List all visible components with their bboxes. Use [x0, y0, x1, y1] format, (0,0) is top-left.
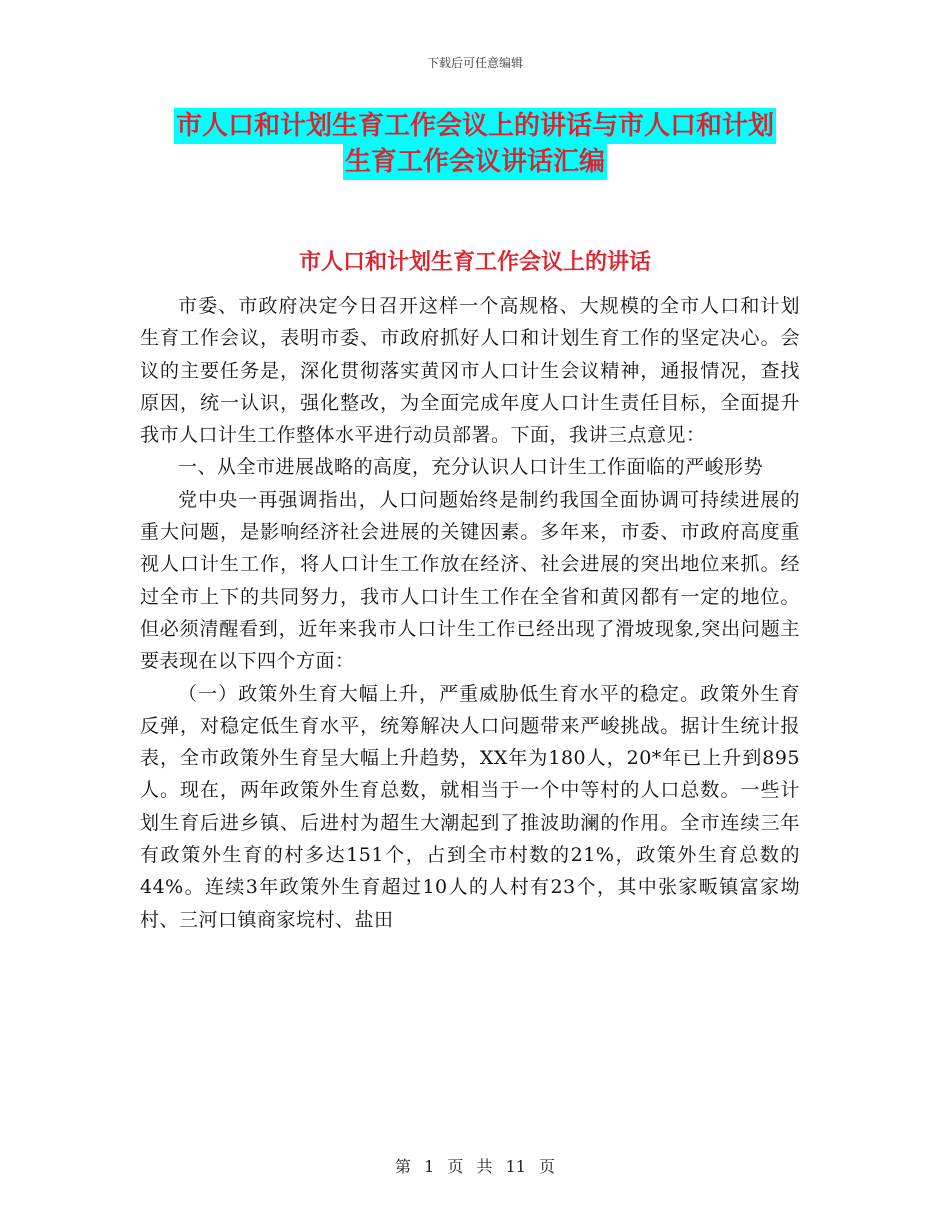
section-subtitle: 市人口和计划生育工作会议上的讲话: [298, 250, 651, 275]
paragraph-2: 一、从全市进展战略的高度，充分认识人口计生工作面临的严峻形势: [178, 456, 764, 479]
document-title: [140, 108, 810, 180]
page-total: 11: [505, 1157, 526, 1176]
paragraph-4: （一）政策外生育大幅上升，严重威胁低生育水平的稳定。政策外生育反弹，对稳定低生育水平，统筹解决人口问题带来严峻挑战。据计生统计报表，全市政策外生育呈大幅上升趋势，XX年为180人，20*年已上升到895人。现在，两年政策外生育总数，就相当于一个中等村的人口总数。一些计划生育后进乡镇、后进村为超生大潮起到了推波助澜的作用。全市连续三年有政策外生育的村多达151个，占到全市村数的21%，政策外生育总数的44%。连续3年政策外生育超过10人的人村有23个，其中张家畈镇富家坳村、三河口镇商家垸村、盐田: [140, 682, 800, 931]
title-line-1: 市人口和计划生育工作会议上的讲话与市人口和计划: [174, 108, 776, 144]
footer-total-label: 共: [476, 1157, 493, 1176]
paragraph-1: 市委、市政府决定今日召开这样一个高规格、大规模的全市人口和计划生育工作会议，表明市委、市政府抓好人口和计划生育工作的坚定决心。会议的主要任务是，深化贯彻落实黄冈市人口计生会议精神，通报情况，查找原因，统一认识，强化整改，为全面完成年度人口计生责任目标，全面提升我市人口计生工作整体水平进行动员部署。下面，我讲三点意见：: [140, 295, 800, 447]
title-line-2: 生育工作会议讲话汇编: [343, 144, 607, 180]
paragraph-3: 党中央一再强调指出，人口问题始终是制约我国全面协调可持续进展的重大问题，是影响经济社会进展的关键因素。多年来，市委、市政府高度重视人口计生工作，将人口计生工作放在经济、社会进展的突出地位来抓。经过全市上下的共同努力，我市人口计生工作在全省和黄冈都有一定的地位。但必须清醒看到，近年来我市人口计生工作已经出现了滑坡现象,突出问题主要表现在以下四个方面：: [140, 488, 800, 673]
header-note: 下载后可任意编辑: [426, 56, 523, 70]
footer-mid: 页: [447, 1157, 464, 1176]
footer-suffix: 页: [539, 1157, 556, 1176]
page-footer: [0, 1154, 950, 1177]
footer-prefix: 第: [394, 1157, 411, 1176]
body-text: [140, 290, 800, 936]
page-number: 1: [424, 1157, 435, 1176]
